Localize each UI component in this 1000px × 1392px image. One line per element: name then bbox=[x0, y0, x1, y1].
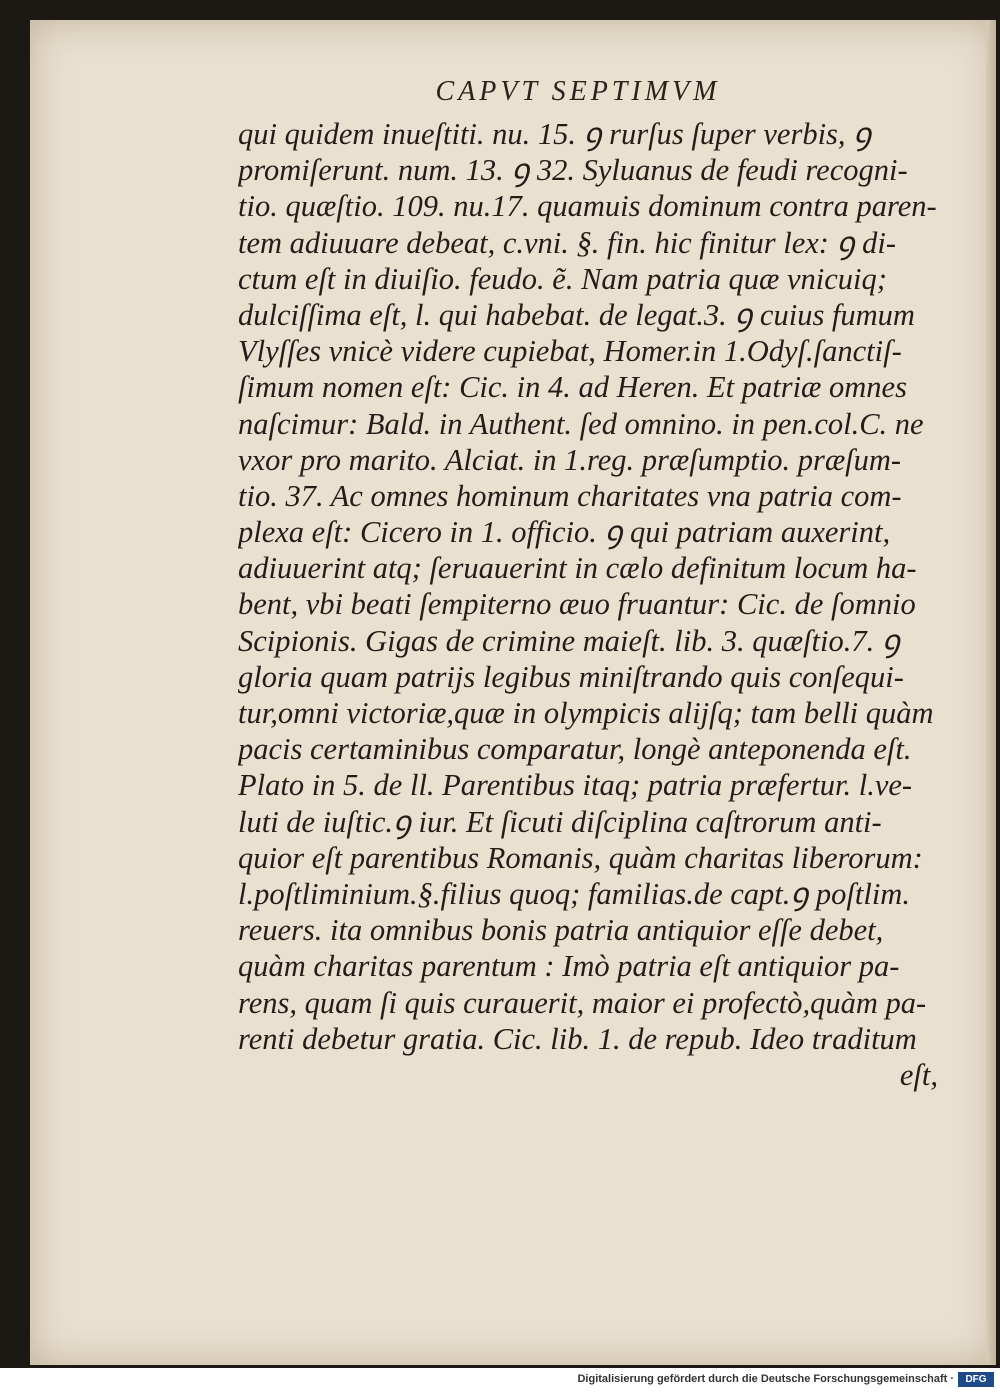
text-line: promiſerunt. num. 13. ꝯ 32. Syluanus de feudi recogni- bbox=[238, 153, 908, 188]
text-line: tio. quæſtio. 109. nu.17. quamuis dominum contra paren- bbox=[238, 189, 937, 224]
text-line: ſimum nomen eſt: Cic. in 4. ad Heren. Et patriæ omnes bbox=[238, 370, 907, 405]
page-edge bbox=[986, 20, 996, 1365]
text-line: Plato in 5. de ll. Parentibus itaq; patria præfertur. l.ve- bbox=[238, 768, 913, 803]
text-line: bent, vbi beati ſempiterno æuo fruantur: Cic. de ſomnio bbox=[238, 587, 916, 622]
text-line: naſcimur: Bald. in Authent. ſed omnino. in pen.col.C. ne bbox=[238, 406, 924, 441]
running-head: CAPVT SEPTIMVM bbox=[435, 76, 721, 107]
funding-notice: Digitalisierung gefördert durch die Deutsche Forschungsgemeinschaft · bbox=[577, 1373, 954, 1385]
text-line: qui quidem inueſtiti. nu. 15. ꝯ rurſus ſuper verbis, ꝯ bbox=[238, 117, 872, 151]
text-line: adiuuerint atq; ſeruauerint in cælo definitum locum ha- bbox=[238, 551, 917, 586]
footer-strip bbox=[0, 1368, 1000, 1392]
text-line: Scipionis. Gigas de crimine maieſt. lib. 3. quæſtio.7. ꝯ bbox=[238, 623, 900, 658]
text-line: luti de iuſtic.ꝯ iur. Et ſicuti diſciplina caſtrorum anti- bbox=[238, 804, 882, 839]
text-line: renti debetur gratia. Cic. lib. 1. de repub. Ideo traditum bbox=[238, 1021, 917, 1056]
text-line: ctum eſt in diuiſio. feudo. ẽ. Nam patria quæ vnicuiq; bbox=[238, 261, 887, 296]
text-line: Vlyſſes vnicè videre cupiebat, Homer.in 1.Odyſ.ſanctiſ- bbox=[238, 334, 902, 369]
catchword: eſt, bbox=[899, 1057, 938, 1092]
text-line: tem adiuuare debeat, c.vni. §. fin. hic finitur lex: ꝯ di- bbox=[238, 225, 896, 260]
text-line: tio. 37. Ac omnes hominum charitates vna patria com- bbox=[238, 478, 902, 513]
text-line: vxor pro marito. Alciat. in 1.reg. præſumptio. præſum- bbox=[238, 442, 902, 477]
text-line: dulciſſima eſt, l. qui habebat. de legat.3. ꝯ cuius fumum bbox=[238, 297, 915, 332]
text-line: quior eſt parentibus Romanis, quàm charitas liberorum: bbox=[238, 840, 923, 875]
book-page bbox=[30, 20, 996, 1365]
text-line: reuers. ita omnibus bonis patria antiquior eſſe debet, bbox=[238, 913, 884, 948]
text-line: quàm charitas parentum : Imò patria eſt antiquior pa- bbox=[238, 949, 900, 984]
text-line: gloria quam patrijs legibus miniſtrando quis conſequi- bbox=[238, 659, 904, 694]
text-block bbox=[238, 116, 938, 1093]
text-line: plexa eſt: Cicero in 1. officio. ꝯ qui patriam auxerint, bbox=[238, 515, 891, 550]
text-line: l.poſtliminium.§.filius quoq; familias.de capt.ꝯ poſtlim. bbox=[238, 876, 910, 911]
text-line: pacis certaminibus comparatur, longè anteponenda eſt. bbox=[238, 732, 912, 767]
text-line: rens, quam ſi quis curauerit, maior ei profectò,quàm pa- bbox=[238, 985, 927, 1020]
text-line: tur,omni victoriæ,quæ in olympicis alijſq; tam belli quàm bbox=[238, 696, 934, 730]
dfg-logo: DFG bbox=[958, 1372, 994, 1387]
